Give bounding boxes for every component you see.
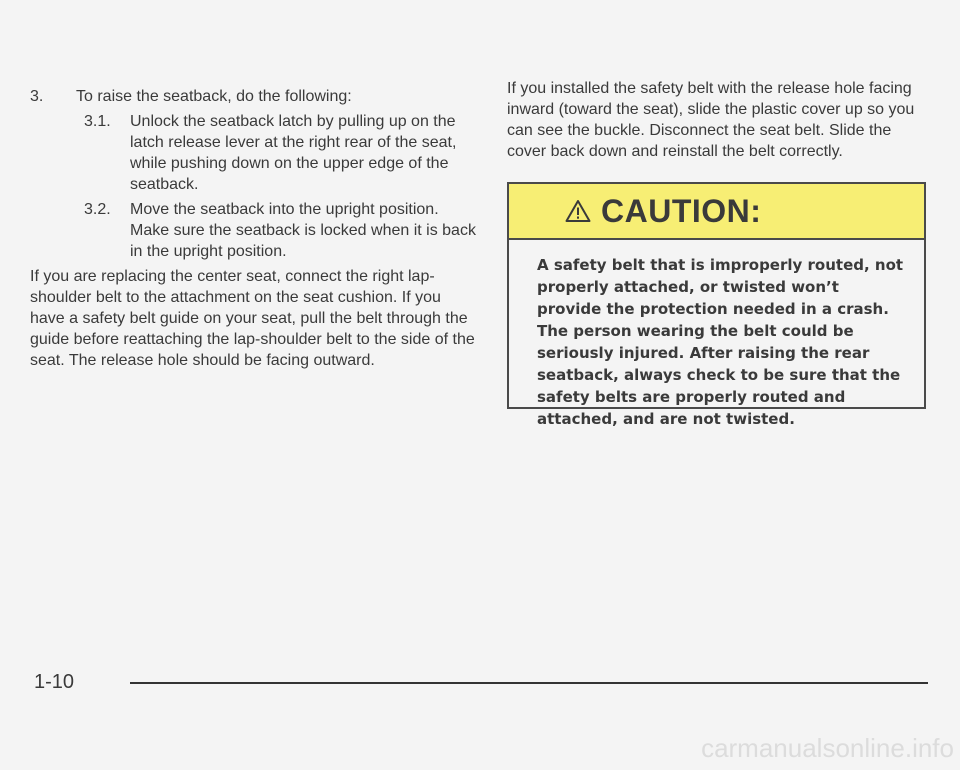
caution-text: A safety belt that is improperly routed, not properly attached, or twisted won’t provide the protection needed in a crash. The person wearing the belt could be seriously injured. After raising the rear seatback, always check to be sure that the safety belts are properly routed and attached, and are not twisted. [537,256,904,428]
center-seat-paragraph: If you are replacing the center seat, connect the right lap-shoulder belt to the attachment on the seat cushion. If you have a safety belt guide on your seat, pull the belt through the guide before reattaching the lap-shoulder belt to the side of the seat. The release hole should be facing outward. [30,268,475,369]
left-column [30,86,480,371]
release-hole-paragraph: If you installed the safety belt with the release hole facing inward (toward the seat), slide the plastic cover up so you can see the buckle. Disconnect the seat belt. Slide the cover back down and reinstall the belt correctly. [507,80,915,160]
caution-header [509,184,924,240]
caution-title: CAUTION: [601,192,762,229]
page-number: 1-10 [34,671,75,693]
substep-number: 3.1. [84,113,111,130]
step-3 [30,86,480,107]
footer-divider [130,682,928,684]
substep-text: Unlock the seatback latch by pulling up on the latch release lever at the right rear of the seat, while pushing down on the upper edge of the seatback. [130,113,457,193]
substep-3-1 [30,111,480,195]
watermark: carmanualsonline.info [701,733,954,763]
substep-3-2 [30,199,480,262]
substep-number: 3.2. [84,201,111,218]
step-text: To raise the seatback, do the following: [76,88,352,105]
substep-text: Move the seatback into the upright position. Make sure the seatback is locked when it is back in the upright position. [130,201,476,260]
right-column [507,78,927,162]
warning-triangle-icon [565,199,591,223]
caution-box [507,182,926,428]
step-number: 3. [30,88,44,105]
